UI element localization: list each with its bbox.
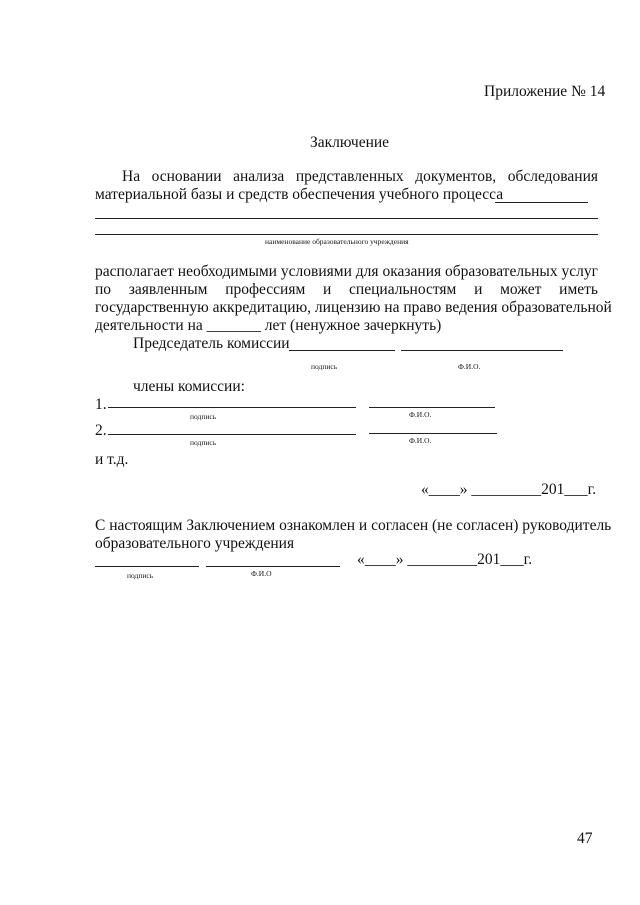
page-number: 47 [577,830,593,847]
intro-line-2: материальной базы и средств обеспечения учебного процесса [95,186,504,203]
member-2-signature-line[interactable] [108,434,356,435]
member-1-signature-caption: подпись [190,412,217,421]
member-2-number: 2. [95,422,107,439]
intro-fill-line[interactable] [495,202,588,203]
body-line-4-prefix: деятельности на [95,317,203,334]
chair-name-caption: Ф.И.О. [458,362,481,371]
body-line-1: располагает необходимыми условиями для оказания образовательных услуг [95,263,598,280]
institution-caption: наименование образовательного учреждения [265,237,409,246]
body-line-3: государственную аккредитацию, лицензию на право ведения образовательной [95,299,612,316]
member-2-name-caption: Ф.И.О. [409,436,432,445]
body-line-2: по заявленным профессиям и специальностям и может иметь [95,281,598,298]
chair-signature-caption: подпись [311,362,338,371]
members-label: члены комиссии: [133,378,245,395]
chair-signature-line[interactable] [289,350,395,351]
document-title: Заключение [310,134,390,151]
intro-line-1: На основании анализа представленных документов, обследования [122,168,598,185]
body-line-4-suffix: лет (ненужное зачеркнуть) [264,317,442,334]
appendix-label: Приложение № 14 [484,83,606,100]
members-etc: и т.д. [95,451,129,468]
chair-name-line[interactable] [401,350,563,351]
member-2-name-line[interactable] [369,433,497,434]
member-1-name-caption: Ф.И.О. [409,410,432,419]
member-1-number: 1. [95,396,107,413]
chair-label: Председатель комиссии [133,335,290,352]
institution-line-2[interactable] [95,234,598,235]
body-line-4 [95,317,441,335]
ack-name-line[interactable] [206,566,340,567]
ack-name-caption: Ф.И.О [251,569,272,578]
ack-signature-line[interactable] [95,566,199,567]
ack-signature-caption: подпись [127,571,154,580]
member-1-name-line[interactable] [369,407,495,408]
ack-line-2: образовательного учреждения [95,535,295,552]
member-1-signature-line[interactable] [108,407,356,408]
date-1: «____» _________201___г. [421,481,597,498]
member-2-signature-caption: подпись [190,438,217,447]
ack-line-1: С настоящим Заключением ознакомлен и согласен (не согласен) руководитель [95,517,612,534]
ack-date: «____» _________201___г. [357,551,533,568]
institution-line-1[interactable] [95,218,598,219]
years-blank[interactable]: _______ [206,317,261,334]
